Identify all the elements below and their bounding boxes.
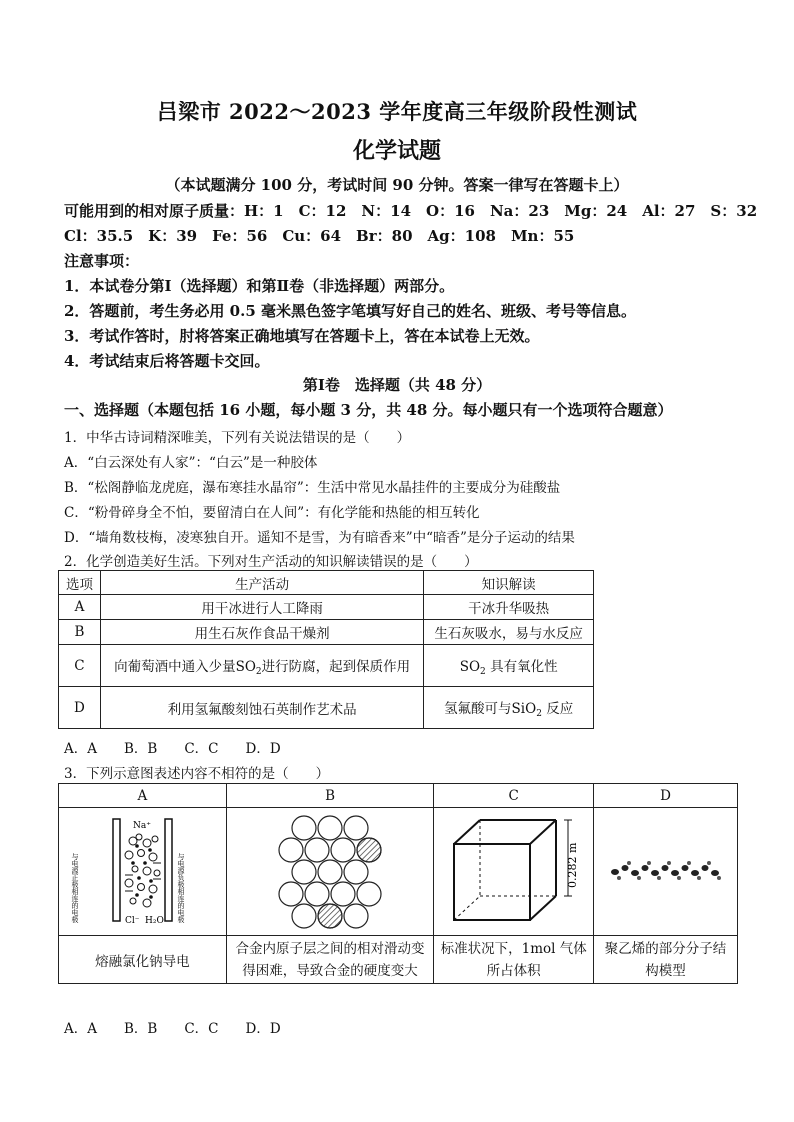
q1-option-b: B．“松阁静临龙虎庭，瀑布寒挂水晶帘”：生活中常见水晶挂件的主要成分为硅酸盐	[64, 480, 561, 496]
table-cell: 标准状况下，1mol 气体所占体积	[434, 936, 594, 984]
exam-title: 吕梁市 2022～2023 学年度高三年级阶段性测试	[156, 99, 638, 124]
exam-subject: 化学试题	[352, 138, 441, 164]
diagram-c-cell	[434, 808, 594, 936]
table-cell	[424, 687, 594, 729]
table-row	[59, 645, 594, 687]
foreign-atom	[318, 904, 342, 928]
cell-text: 进行防腐，起到保质作用	[261, 658, 411, 675]
foreign-atom	[357, 838, 381, 862]
q1-option-a: A．“白云深处有人家”：“白云”是一种胶体	[64, 455, 318, 471]
alloy-atom-diagram	[260, 814, 400, 930]
subscript: 2	[255, 666, 262, 677]
cell-text: 向葡萄酒中通入少量SO	[114, 658, 256, 675]
q2-table	[58, 570, 594, 729]
q2-answers: A．A B．B C．C D．D	[64, 741, 281, 757]
q1-option-d: D．“墙角数枝梅，凌寒独自开。遥知不是雪，为有暗香来”中“暗香”是分子运动的结果	[64, 530, 575, 546]
cube-edges	[454, 820, 556, 920]
table-row	[59, 687, 594, 729]
table-cell: 干冰升华吸热	[424, 595, 594, 620]
cell-text: 反应	[541, 700, 574, 717]
subscript: 2	[480, 666, 486, 677]
section-heading: 一、选择题（本题包括 16 小题，每小题 3 分，共 48 分。每小题只有一个选项符合题意）	[64, 401, 673, 419]
table-header-cell: 生产活动	[100, 571, 423, 595]
table-cell: 合金内原子层之间的相对滑动变得困难，导致合金的硬度变大	[226, 936, 433, 984]
cube-dimension-label: 0.282 m	[565, 842, 579, 888]
table-cell: D	[59, 687, 101, 729]
table-header-cell: A	[59, 784, 227, 808]
notice-heading: 注意事项：	[64, 252, 140, 270]
notice-item: 1．本试卷分第Ⅰ（选择题）和第Ⅱ卷（非选择题）两部分。	[64, 277, 455, 295]
table-cell	[100, 645, 423, 687]
polyethylene-model	[601, 814, 731, 930]
carbon-chain	[611, 865, 719, 876]
table-cell: 生石灰吸水，易与水反应	[424, 620, 594, 645]
table-row	[59, 595, 594, 620]
exam-note: （本试题满分 100 分，考试时间 90 分钟。答案一律写在答题卡上）	[165, 176, 629, 194]
cell-text: 具有氧化性	[485, 658, 558, 675]
atomic-mass-line-2: Cl：35.5 K：39 Fe：56 Cu：64 Br：80 Ag：108 Mn：55	[64, 227, 575, 245]
table-header-cell: 选项	[59, 571, 101, 595]
notice-item: 3．考试作答时，肘将答案正确地填写在答题卡上，答在本试卷上无效。	[64, 327, 540, 345]
cell-text: 氢氟酸可与SiO	[444, 700, 537, 717]
table-header-cell: D	[594, 784, 738, 808]
cell-text: SO	[459, 658, 481, 675]
diagram-label-anode: 与电源正极相连的电极	[71, 852, 80, 923]
diagram-a-cell	[59, 808, 227, 936]
table-cell: 用干冰进行人工降雨	[100, 595, 423, 620]
notice-item: 2．答题前，考生务必用 0.5 毫米黑色签字笔填写好自己的姓名、班级、考号等信息。	[64, 302, 636, 320]
table-cell	[424, 645, 594, 687]
q3-answers: A．A B．B C．C D．D	[64, 1021, 281, 1037]
atomic-mass-line-1: 可能用到的相对原子质量：H：1 C：12 N：14 O：16 Na：23 Mg：24 Al：27 S：32	[64, 202, 758, 220]
table-header-cell: C	[434, 784, 594, 808]
diagram-label-na: Na⁺	[133, 820, 152, 831]
diagram-row	[59, 808, 738, 936]
electrolysis-diagram	[67, 813, 217, 931]
notice-item: 4．考试结束后将答题卡交回。	[64, 352, 270, 370]
table-row	[59, 620, 594, 645]
caption-row	[59, 936, 738, 984]
diagram-b-cell	[226, 808, 433, 936]
q3-table	[58, 783, 738, 984]
table-header-cell: 知识解读	[424, 571, 594, 595]
q1-option-c: C．“粉骨碎身全不怕，要留清白在人间”：有化学能和热能的相互转化	[64, 505, 480, 521]
part1-heading: 第Ⅰ卷 选择题（共 48 分）	[302, 376, 492, 394]
diagram-label-cathode: 与电源负极相连的电极	[177, 852, 186, 923]
table-header-cell: B	[226, 784, 433, 808]
table-cell: B	[59, 620, 101, 645]
left-electrode	[113, 819, 120, 921]
diagram-d-cell	[594, 808, 738, 936]
table-cell: 聚乙烯的部分分子结构模型	[594, 936, 738, 984]
table-cell: A	[59, 595, 101, 620]
ion-cluster	[125, 834, 160, 907]
diagram-label-water: H₂O	[145, 915, 165, 926]
q2-stem: 2．化学创造美好生活。下列对生产活动的知识解读错误的是（ ）	[64, 554, 478, 570]
diagram-label-cl: Cl⁻	[125, 915, 140, 926]
q3-stem: 3．下列示意图表述内容不相符的是（ ）	[64, 766, 330, 782]
table-cell: 用生石灰作食品干燥剂	[100, 620, 423, 645]
table-cell: 利用氢氟酸刻蚀石英制作艺术品	[100, 687, 423, 729]
table-cell: 熔融氯化钠导电	[59, 936, 227, 984]
table-header-row	[59, 571, 594, 595]
cube-diagram	[444, 814, 584, 930]
q1-stem: 1．中华古诗词精深唯美，下列有关说法错误的是（ ）	[64, 430, 411, 446]
subscript: 2	[536, 708, 542, 719]
table-header-row	[59, 784, 738, 808]
table-cell: C	[59, 645, 101, 687]
right-electrode	[165, 819, 172, 921]
